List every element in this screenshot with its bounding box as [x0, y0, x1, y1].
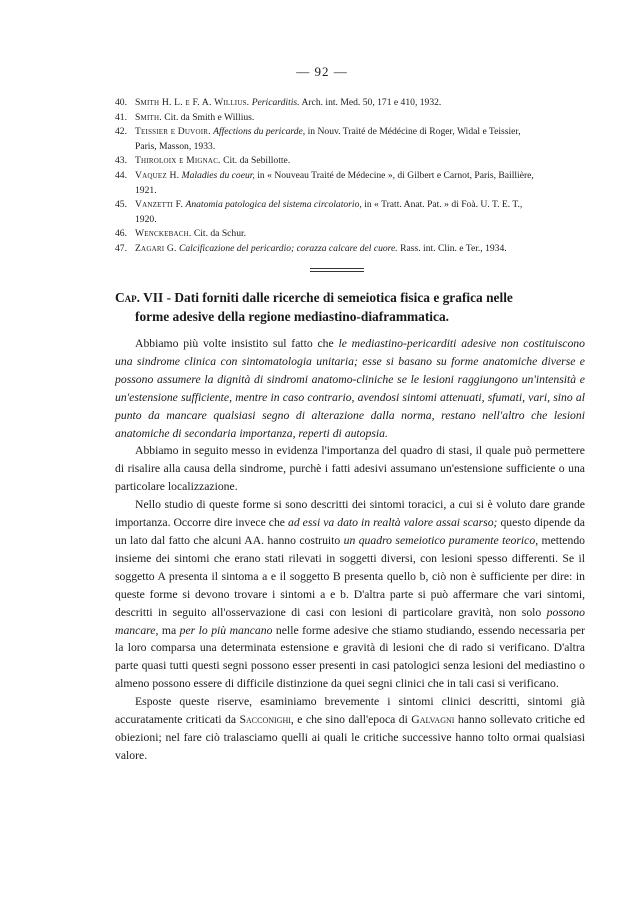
reference-number: 46.: [115, 228, 127, 240]
reference-details: Arch. int. Med. 50, 171 e 410, 1932.: [301, 97, 442, 108]
reference-details: in Nouv. Traité de Médécine di Roger, Widal e Teissier, Paris, Masson, 1933.: [135, 126, 521, 152]
reference-details: Cit. da Schur.: [193, 228, 247, 240]
chapter-title-part2: forme adesive della regione mediastino-diaframmatica.: [135, 309, 449, 324]
reference-title: Affections du pericarde,: [213, 126, 306, 138]
paragraph: Abbiamo in seguito messo in evidenza l'importanza del quadro di stasi, il quale può permettere di risalire alla causa della sindrome, purchè i fatti adesivi assumano un'estensione sufficiente o una particolare localizzazione.: [115, 444, 585, 494]
reference-title: Calcificazione del pericardio; corazza calcare del cuore.: [178, 242, 398, 254]
reference-list: [115, 96, 535, 257]
reference-author: Smith.: [135, 111, 162, 123]
reference-details: Cit. da Sebillotte.: [223, 155, 291, 167]
text-span: mettendo insieme dei sintomi che erano stati rilevati in soggetti diversi, con lesioni spesso differenti. Se il soggetto A presenta il sintoma a e il soggetto B presenta quello b, ciò non è sufficiente per dire: in queste forme si devono trovare i sintomi a e b. D'altra parte si può affermare che vari sintomi, descritti in seguito all'osservazione di casi con lesioni di particolare gravità, non solo: [115, 533, 586, 619]
italic-text: possono mancare,: [115, 605, 585, 637]
page-number: — 92 —: [296, 64, 348, 79]
section-divider: [310, 268, 364, 272]
reference-author: Thiroloix e Mignac.: [135, 155, 221, 167]
reference-number: 40.: [115, 97, 127, 108]
text-span: Esposte queste riserve, esaminiamo brevemente i sintomi clinici descritti, sintomi già accuratamente criticati da: [115, 695, 585, 727]
reference-title: Maladies du coeur,: [181, 169, 255, 181]
reference-number: 45.: [115, 199, 127, 211]
reference-number: 47.: [115, 242, 127, 254]
italic-text: ad essi va dato in realtà valore assai scarso;: [288, 516, 498, 530]
reference-item: [115, 242, 535, 257]
reference-author: Vaquez H.: [135, 169, 180, 181]
reference-item: [115, 154, 535, 169]
italic-text: per lo più mancano: [179, 623, 273, 637]
paragraph: [115, 496, 585, 693]
reference-details: in « Tratt. Anat. Pat. » di Foà. U. T. E. T., 1920.: [135, 199, 523, 225]
italic-text: un quadro semeiotico puramente teorico,: [343, 533, 539, 547]
reference-title: Pericarditis.: [251, 97, 300, 108]
reference-author: Smith H. L. e F. A. Willius.: [135, 97, 250, 108]
paragraph: [115, 335, 585, 442]
reference-details: in « Nouveau Traité de Médecine », di Gilbert e Carnot, Paris, Baillière, 1921.: [135, 169, 534, 196]
reference-item: [115, 125, 535, 154]
text-span: questo dipende da un lato dal fatto che alcuni AA. hanno costruito: [115, 516, 585, 547]
reference-details: Cit. da Smith e Willius.: [164, 111, 255, 123]
reference-details: Rass. int. Clin. e Ter., 1934.: [400, 242, 507, 254]
reference-item: [115, 169, 535, 198]
text-span: Nello studio di queste forme si sono descritti dei sintomi toracici, a cui si è voluto dare grande importanza. Occorre dire invece che: [115, 498, 585, 530]
text-span: , e che sino dall'epoca di: [290, 713, 412, 727]
reference-item: [115, 111, 535, 126]
chapter-title-part1: - Dati forniti dalle ricerche di semeiotica fisica e grafica nelle: [163, 290, 513, 305]
text-span: ma: [158, 623, 180, 637]
text-span: nelle forme adesive che stiamo studiando, essendo necessaria per la loro comparsa una determinata estensione e gravità di lesioni che di rado si verificano. D'altra parte quasi tutti questi segni possono esser presenti in casi patologici senza lesioni del mediastino o almeno possono essere di difficile distinzione da quei segni clinici che in tali casi si verificano.: [115, 623, 586, 691]
reference-number: 43.: [115, 155, 127, 167]
chapter-heading: [115, 288, 585, 326]
author-name: Galvagni: [411, 713, 455, 727]
reference-number: 44.: [115, 169, 127, 181]
reference-item: [115, 227, 535, 242]
reference-author: Zagari G.: [135, 242, 177, 254]
italic-text: le mediastino-pericarditi adesive non costituiscono una sindrome clinica con sintomatologia unitaria; esse si basano su forme anatomiche diverse e possono assumere la dignità di sindromi anatomo-cliniche se le lesioni raggiungono un'intensità e un'estensione sufficiente, mentre in caso contrario, avendosi sintomi attenuati, sfumati, vari, sino al punto da mancare qualsiasi segno di alterazione dalla norma, restano nell'altro che lesioni anatomiche di secondaria importanza, reperti di autopsia.: [115, 337, 585, 440]
paragraph: [115, 693, 585, 765]
chapter-heading-line1: [115, 288, 585, 307]
text-span: hanno sollevato critiche ed obiezioni; nel fare ciò tralasciamo quelli ai quali le critiche successive hanno tolto ormai qualsiasi valore.: [115, 713, 585, 762]
chapter-number: Cap. VII: [115, 290, 164, 305]
reference-item: [115, 96, 535, 111]
text-span: Abbiamo più volte insistito sul fatto che: [135, 337, 339, 350]
reference-item: [115, 198, 535, 227]
reference-number: 41.: [115, 111, 127, 123]
reference-author: Wenckebach.: [135, 228, 192, 240]
body-text: [115, 335, 585, 765]
reference-author: Teissier e Duvoir.: [135, 126, 211, 138]
reference-number: 42.: [115, 126, 127, 138]
reference-author: Vanzetti F.: [135, 199, 184, 211]
author-name: Sacconighi: [239, 713, 291, 727]
reference-title: Anatomia patologica del sistema circolatorio,: [185, 199, 362, 211]
